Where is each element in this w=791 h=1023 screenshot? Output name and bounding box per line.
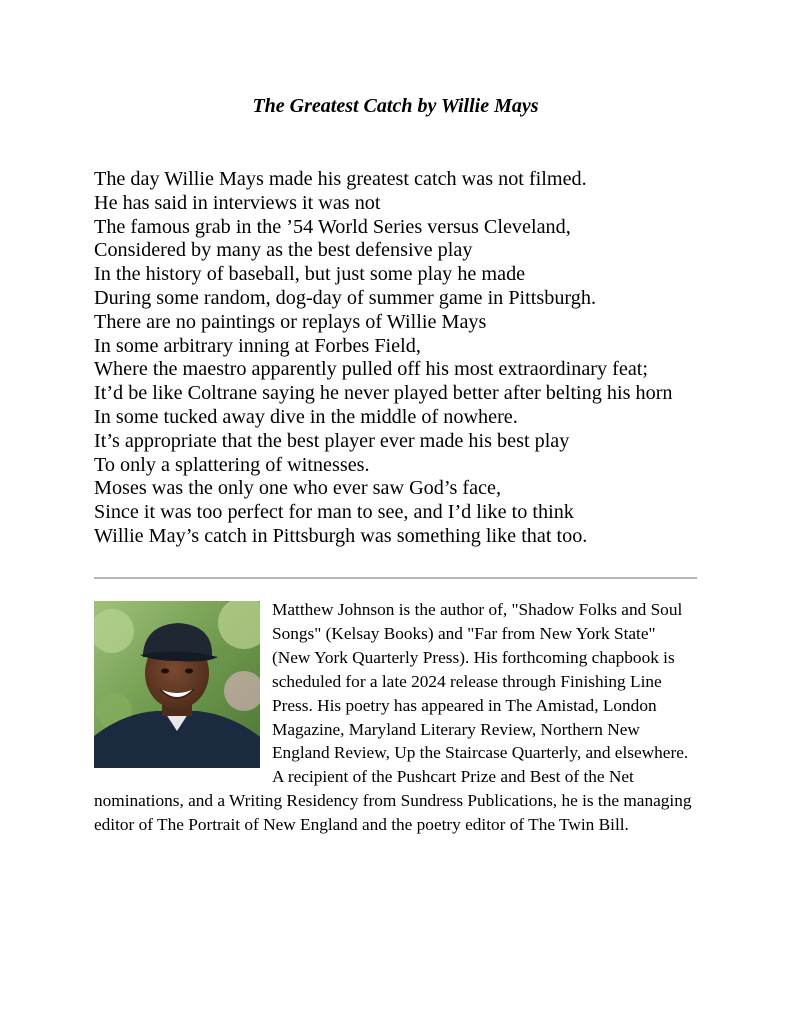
poem-line: During some random, dog-day of summer game in Pittsburgh. <box>94 286 597 309</box>
poem-line: It’s appropriate that the best player ever made his best play <box>94 429 570 452</box>
poem-line: To only a splattering of witnesses. <box>94 453 370 476</box>
poem-line: The famous grab in the ’54 World Series versus Cleveland, <box>94 215 571 238</box>
poem-line: There are no paintings or replays of Willie Mays <box>94 310 487 333</box>
author-bio <box>94 598 697 837</box>
poem-line: Willie May’s catch in Pittsburgh was something like that too. <box>94 524 588 547</box>
bio-text: Matthew Johnson is the author of, "Shadow Folks and Soul Songs" (Kelsay Books) and "Far from New York State" (New York Quarterly Press). His forthcoming chapbook is scheduled for a late 2024 release through Finishing Line Press. His poetry has appeared in The Amistad, London Magazine, Maryland Literary Review, Northern New England Review, Up the Staircase Quarterly, and elsewhere. A recipient of the Pushcart Prize and Best of the Net nominations, and a Writing Residency from Sundress Publications, he is the managing editor of The Portrait of New England and the poetry editor of The Twin Bill. <box>94 600 692 835</box>
poem-line: In the history of baseball, but just some play he made <box>94 263 526 286</box>
author-photo <box>94 601 260 768</box>
poem-line: Moses was the only one who ever saw God’s face, <box>94 477 502 500</box>
poem-line: Where the maestro apparently pulled off his most extraordinary feat; <box>94 358 649 381</box>
poem-line: He has said in interviews it was not <box>94 191 381 214</box>
poem-line: It’d be like Coltrane saying he never played better after belting his horn <box>94 382 673 405</box>
section-divider <box>94 577 697 579</box>
poem-title: The Greatest Catch by Willie Mays <box>252 95 539 117</box>
poem-line: Considered by many as the best defensive play <box>94 239 473 262</box>
poem-line: Since it was too perfect for man to see, and I’d like to think <box>94 501 574 524</box>
poem-line: The day Willie Mays made his greatest catch was not filmed. <box>94 168 587 190</box>
poem-line: In some arbitrary inning at Forbes Field, <box>94 334 421 357</box>
poem-body <box>94 168 734 549</box>
poem-line: In some tucked away dive in the middle of nowhere. <box>94 405 518 428</box>
